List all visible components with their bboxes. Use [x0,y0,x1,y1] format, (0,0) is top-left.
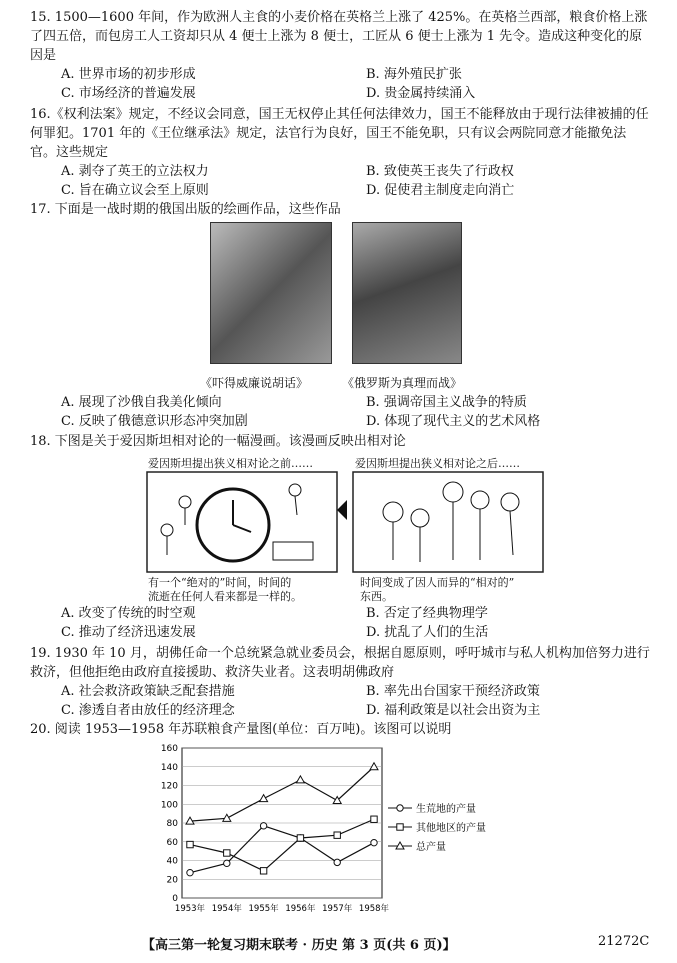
legend-label: 生荒地的产量 [416,804,476,815]
painting-wilhelm-caption: 《吓得威廉说胡话》 [200,376,309,390]
q17-option-a[interactable]: A. 展现了沙俄自我美化倾向 [61,395,222,410]
data-point [260,795,268,802]
question-18-stem: 18. 下图是关于爱因斯坦相对论的一幅漫画。该漫画反映出相对论 [30,434,406,449]
cartoon-after-note-2: 东西。 [360,590,393,603]
series-line [190,819,374,871]
q16-option-b[interactable]: B. 致使英王丧失了行政权 [366,164,514,179]
question-16 [30,105,650,200]
data-point [223,814,231,821]
data-point [371,839,377,845]
cartoon-before-note-1: 有一个“绝对的”时间，时间的 [148,576,292,589]
data-point [187,841,193,847]
data-point [224,860,230,866]
q19-option-c[interactable]: C. 渗透自者由放任的经济理念 [61,703,235,718]
q16-option-d[interactable]: D. 促使君主制度走向消亡 [366,183,515,198]
y-tick-label: 0 [172,894,178,904]
question-15 [30,8,650,103]
painting-wilhelm [210,222,332,364]
legend-marker [397,805,403,811]
exam-code: 21272C [598,934,650,949]
x-tick-label: 1958年 [358,904,390,914]
q19-option-a[interactable]: A. 社会救济政策缺乏配套措施 [61,684,235,699]
y-tick-label: 140 [160,762,178,773]
data-point [187,869,193,875]
x-tick-label: 1956年 [285,904,316,914]
x-tick-label: 1953年 [174,904,206,914]
y-tick-label: 80 [166,819,178,829]
legend-label: 总产量 [416,842,446,853]
question-19-stem: 19. 1930 年 10 月，胡佛任命一个总统紧急就业委员会，根据自愿原则，呼吁城市与私人机构加倍努力进行救济，但他拒绝由政府直接援助、救济失业者。这表明胡佛政府 [30,646,650,680]
arrow-icon [337,500,347,520]
q19-option-b[interactable]: B. 率先出台国家干预经济政策 [366,684,540,699]
data-point [260,823,266,829]
cartoon-before-title: 爱因斯坦提出狭义相对论之前…… [148,457,313,470]
cartoon-after-note-1: 时间变成了因人而异的“相对的” [360,576,515,589]
q15-option-b[interactable]: B. 海外殖民扩张 [366,67,462,82]
q15-option-a[interactable]: A. 世界市场的初步形成 [61,67,196,82]
cartoon-after-title: 爱因斯坦提出狭义相对论之后…… [355,457,520,470]
y-tick-label: 160 [160,744,178,754]
q19-option-d[interactable]: D. 福利政策是以社会出资为主 [366,703,541,718]
series-line [190,826,374,873]
question-16-stem: 16.《权利法案》规定，不经议会同意，国王无权停止其任何法律效力，国王不能释放由于现行法律被捕的任何罪犯。1701 年的《王位继承法》规定，法官行为良好，国王不能免职，只有议会两院同意才能撤免法官。这些规定 [30,107,649,160]
question-17-options [30,393,650,431]
question-15-stem: 15. 1500—1600 年间，作为欧洲人主食的小麦价格在英格兰上涨了 425%。在英格兰西部，粮食价格上涨了四五倍，而包房工人工资却只从 4 便士上涨为 8 便士，工匠从 6 便士上涨为 1 先令。造成这种变化的原因是 [30,10,648,63]
q17-option-c[interactable]: C. 反映了俄德意识形态冲突加剧 [61,414,248,429]
data-point [296,776,304,783]
data-point [334,832,340,838]
x-tick-label: 1957年 [322,904,353,914]
question-17 [30,200,650,219]
painting-russia-caption: 《俄罗斯为真理而战》 [342,376,463,390]
data-point [334,859,340,865]
question-19 [30,644,650,720]
q17-option-d[interactable]: D. 体现了现代主义的艺术风格 [366,414,541,429]
q18-option-c[interactable]: C. 推动了经济迅速发展 [61,625,196,640]
question-18-options [30,604,650,642]
data-point [371,816,377,822]
question-18 [30,432,650,451]
painting-russia [352,222,462,364]
x-tick-label: 1954年 [211,904,242,914]
grain-output-chart [150,740,550,920]
series-line [190,767,374,821]
q15-option-d[interactable]: D. 贵金属持续涌入 [366,86,476,101]
relativity-cartoon [145,470,545,575]
q16-option-c[interactable]: C. 旨在确立议会至上原则 [61,183,209,198]
q18-option-b[interactable]: B. 否定了经典物理学 [366,606,488,621]
data-point [370,763,378,770]
question-20 [30,720,650,739]
data-point [224,850,230,856]
x-tick-label: 1955年 [248,904,279,914]
q17-option-b[interactable]: B. 强调帝国主义战争的特质 [366,395,527,410]
q16-option-a[interactable]: A. 剥夺了英王的立法权力 [61,164,209,179]
page-footer: 【高三第一轮复习期末联考 · 历史 第 3 页(共 6 页)】 [142,938,456,953]
q15-option-c[interactable]: C. 市场经济的普遍发展 [61,86,196,101]
y-tick-label: 60 [166,837,178,848]
data-point [297,835,303,841]
data-point [260,868,266,874]
legend-marker [397,824,403,830]
y-tick-label: 20 [166,875,178,886]
cartoon-before-note-2: 流逝在任何人看来都是一样的。 [148,590,302,603]
q18-option-a[interactable]: A. 改变了传统的时空观 [61,606,196,621]
y-tick-label: 120 [160,781,178,792]
question-20-stem: 20. 阅读 1953—1958 年苏联粮食产量图(单位：百万吨)。该图可以说明 [30,722,452,737]
y-tick-label: 40 [166,856,178,867]
question-17-stem: 17. 下面是一战时期的俄国出版的绘画作品，这些作品 [30,202,341,217]
legend-label: 其他地区的产量 [416,823,486,834]
y-tick-label: 100 [160,800,178,811]
q18-option-d[interactable]: D. 扰乱了人们的生活 [366,625,489,640]
